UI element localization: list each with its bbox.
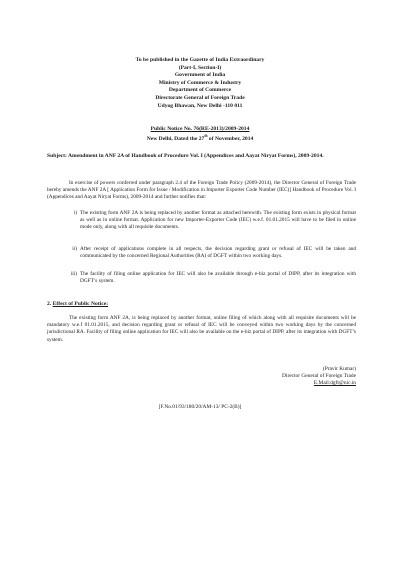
list-item-number: ii) [72, 246, 77, 252]
ministry-name: Ministry of Commerce & Industry [158, 79, 242, 86]
list-item-number: iii) [70, 271, 77, 277]
signatory-email: E.Mail:dgft@nic.in [313, 380, 356, 387]
gazette-line: To be published in the Gazette of India Extraordinary [135, 57, 265, 63]
section-number: 2. [47, 301, 52, 307]
subject-line: Subject: Amendment in ANF 2A of Handbook of Procedure Vol. I (Appendices and Aayat Niryat Forms), 2009-2014. [47, 153, 324, 159]
section-heading [47, 301, 108, 308]
gazette-part: (Part-I, Section-I) [178, 64, 222, 71]
directorate-name: Directorate General of Foreign Trade [155, 94, 245, 101]
list-item [70, 271, 356, 285]
list-item-text: The facility of filing online application for IEC will also be available through e-biz portal of DIPP, after its integration with DGFT’s system. [80, 271, 356, 285]
office-address: Udyog Bhawan, New Delhi -110 011 [157, 102, 243, 109]
list-item-number: i) [73, 210, 77, 216]
notice-date: New Delhi, Dated the 27th of November, 2014 [146, 134, 254, 143]
list-item-text: The existing form ANF 2A is being replaced by another format as attached herewith. The existing form exists in physical format as well as in online format. Application for new Importer-Exporter Code (IEC) w.e.f. 01.01.2015 will have to be filed in online mode only, along with all requisite documents. [80, 210, 356, 231]
notice-block [0, 126, 400, 144]
list-item [72, 246, 356, 260]
signatory-designation: Director General of Foreign Trade [282, 373, 356, 380]
gazette-header [0, 57, 400, 110]
intro-paragraph: In exercise of powers conferred under paragraph 2.4 of the Foreign Trade Policy (2009-2014), the Director General of Foreign Trade hereby amends the ANF 2A [ Application Form for Issue / Modification in Importer Exporter Code Number (IEC)] Handbook of Procedure Vol. I (Appendices and Aayat Niryat Forms), 2009-2014 and further notifies that: [47, 180, 356, 201]
department-name: Department of Commerce [168, 87, 232, 94]
public-notice-number: Public Notice No. 76(RE-2013)/2009-2014 [150, 126, 250, 132]
list-item-text: After receipt of applications complete in all respects, the decision regarding grant or refusal of IEC will be taken and communicated by the concerned Regional Authorities (RA) of DGFT within two working days. [80, 246, 356, 260]
government-name: Government of India [174, 72, 226, 79]
file-number: [F.No.01/93/180/20/AM-13/ PC-2(B)] [158, 404, 242, 410]
effect-paragraph: The existing form ANF 2A, is being replaced by another format, online filing of which along with all requisite documents will be mandatory w.e.f 01.01.2015, and decision regarding grant or refusal of IEC will be conveyed within two working days by the concerned jurisdictional RA. Facility of filing online application for IEC will also be available on the e-biz portal of DIPP, after its integration with DGFT’s system. [47, 315, 356, 343]
section-title: Effect of Public Notice: [52, 301, 109, 307]
signature-block [282, 366, 356, 388]
list-item [73, 210, 356, 232]
signatory-name: (Pravir Kumar) [322, 366, 356, 372]
